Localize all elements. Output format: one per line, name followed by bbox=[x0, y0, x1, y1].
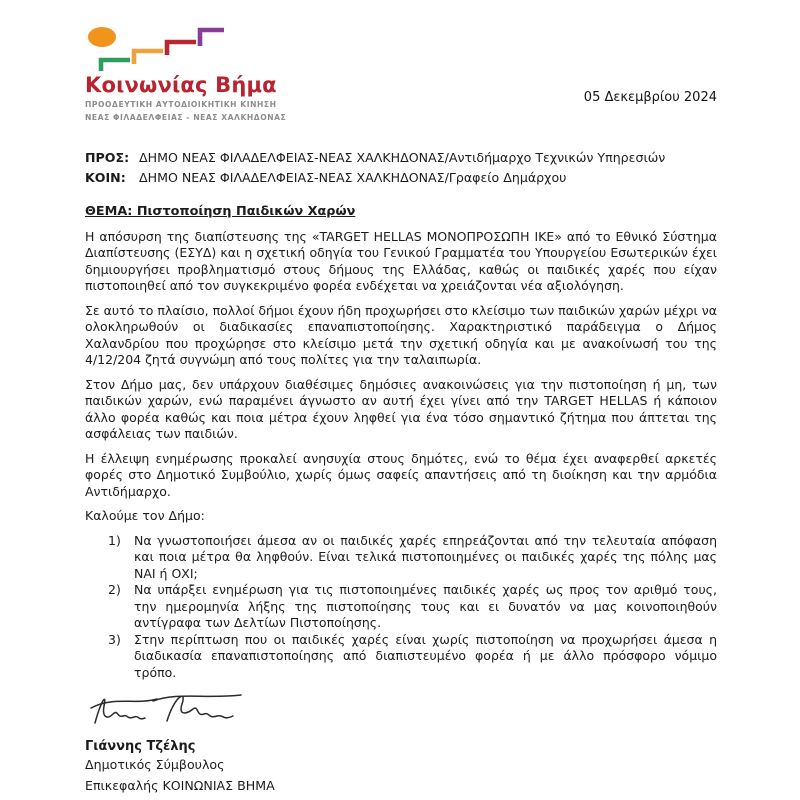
recipients-block bbox=[85, 148, 717, 189]
paragraph-4: Η έλλειψη ενημέρωσης προκαλεί ανησυχία στους δημότες, ενώ το θέμα έχει αναφερθεί αρκετές φορές στο Δημοτικό Συμβούλιο, χωρίς όμως σαφείς απαντήσεις από τη διοίκηση και την αρμόδια Αντιδήμαρχο. bbox=[85, 450, 717, 499]
signatory-role: Δημοτικός Σύμβουλος bbox=[85, 757, 225, 773]
recipient-row-cc bbox=[85, 168, 717, 188]
paragraph-1: Η απόσυρση της διαπίστευσης της «TARGET HELLAS ΜΟΝΟΠΡΟΣΩΠΗ ΙΚΕ» από το Εθνικό Σύστημα Διαπίστευσης (ΕΣΥΔ) και η σχετική οδηγία του Γενικού Γραμματέα του Υπουργείου Εσωτερικών έχει δημιουργήσει προβληματισμό στους δήμους της Ελλάδας, καθώς οι παιδικές χαρές που είχαν πιστοποιηθεί από τον συγκεκριμένο φορέα ενδέχεται να χρειάζονται νέα αξιολόγηση. bbox=[85, 228, 717, 294]
logo-subtitle-line2: ΝΕΑΣ ΦΙΛΑΔΕΛΦΕΙΑΣ - ΝΕΑΣ ΧΑΛΚΗΔΟΝΑΣ bbox=[85, 113, 287, 123]
paragraph-3: Στον Δήμο μας, δεν υπάρχουν διαθέσιμες δημόσιες ανακοινώσεις για την πιστοποίηση ή μη, των παιδικών χαρών, ενώ παραμένει άγνωστο αν αυτή έχει γίνει από την TARGET HELLAS ή κάποιον άλλο φορέα καθώς και ποια μέτρα έχουν ληφθεί για ένα τόσο σημαντικό ζήτημα που άπτεται της ασφάλειας των παιδιών. bbox=[85, 376, 717, 442]
logo-steps-icon bbox=[87, 26, 225, 73]
letter-header bbox=[85, 26, 717, 144]
list-item-number: 1) bbox=[108, 532, 121, 548]
list-item bbox=[108, 533, 717, 583]
logo-subtitle-line1: ΠΡΟΟΔΕΥΤΙΚΗ ΑΥΤΟΔΙΟΙΚΗΤΙΚΗ ΚΙΝΗΣΗ bbox=[85, 100, 277, 110]
logo bbox=[85, 26, 345, 124]
paragraph-2: Σε αυτό το πλαίσιο, πολλοί δήμοι έχουν ήδη προχωρήσει στο κλείσιμο των παιδικών χαρών μέχρι να ολοκληρωθούν οι διαδικασίες επαναπιστοποίησης. Χαρακτηριστικό παράδειγμα ο Δήμος Χαλανδρίου που προχώρησε στο κλείσιμο μετά την σχετική οδηγία και με ανακοίνωσή του της 4/12/204 ζητά συγνώμη από τους πολίτες για την ταλαιπωρία. bbox=[85, 302, 717, 368]
subject-line: ΘΕΜΑ: Πιστοποίηση Παιδικών Χαρών bbox=[85, 203, 356, 219]
demands-list bbox=[85, 533, 717, 682]
signatory-organization: Επικεφαλής ΚΟΙΝΩΝΙΑΣ ΒΗΜΑ bbox=[85, 778, 275, 794]
list-item bbox=[108, 632, 717, 682]
recipient-cc-label: ΚΟΙΝ: bbox=[85, 170, 126, 186]
logo-title: Κοινωνίας Βήμα bbox=[85, 73, 277, 97]
list-item-number: 2) bbox=[108, 582, 121, 598]
signature-block bbox=[85, 687, 717, 797]
list-item-text: Να υπάρξει ενημέρωση για τις πιστοποιημένες παιδικές χαρές ως προς τον αριθμό τους, την ημερομηνία λήξης της πιστοποίησης τους και ει δυνατόν να μας κοινοποιηθούν αντίγραφα των Δελτίων Πιστοποίησης. bbox=[134, 582, 717, 631]
recipient-row-to bbox=[85, 148, 717, 168]
list-item-text: Στην περίπτωση που οι παιδικές χαρές είναι χωρίς πιστοποίηση να προχωρήσει άμεσα η διαδικασία επαναπιστοποίησης από διαπιστευμένο φορέα ή με άλλο πρόσφορο νόμιμο τρόπο. bbox=[134, 631, 717, 680]
list-item bbox=[108, 582, 717, 632]
letter-body bbox=[85, 204, 717, 797]
letter-date: 05 Δεκεμβρίου 2024 bbox=[583, 90, 717, 105]
list-item-number: 3) bbox=[108, 631, 121, 647]
call-to-action-line: Καλούμε τον Δήμο: bbox=[85, 508, 205, 524]
recipient-cc-value: ΔΗΜΟ ΝΕΑΣ ΦΙΛΑΔΕΛΦΕΙΑΣ-ΝΕΑΣ ΧΑΛΚΗΔΟΝΑΣ/Γραφείο Δημάρχου bbox=[139, 170, 567, 186]
handwritten-signature-image bbox=[87, 687, 245, 731]
list-item-text: Να γνωστοποιήσει άμεσα αν οι παιδικές χαρές επηρεάζονται από την τελευταία απόφαση και ποια μέτρα θα ληφθούν. Είναι τελικά πιστοποιημένες οι παιδικές χαρές της πόλης μας ΝΑΙ ή ΟΧΙ; bbox=[134, 532, 717, 581]
signatory-name: Γιάννης Τζέλης bbox=[85, 739, 196, 755]
recipient-to-label: ΠΡΟΣ: bbox=[85, 150, 130, 165]
recipient-to-value: ΔΗΜΟ ΝΕΑΣ ΦΙΛΑΔΕΛΦΕΙΑΣ-ΝΕΑΣ ΧΑΛΚΗΔΟΝΑΣ/Αντιδήμαρχο Τεχνικών Υπηρεσιών bbox=[139, 150, 666, 165]
